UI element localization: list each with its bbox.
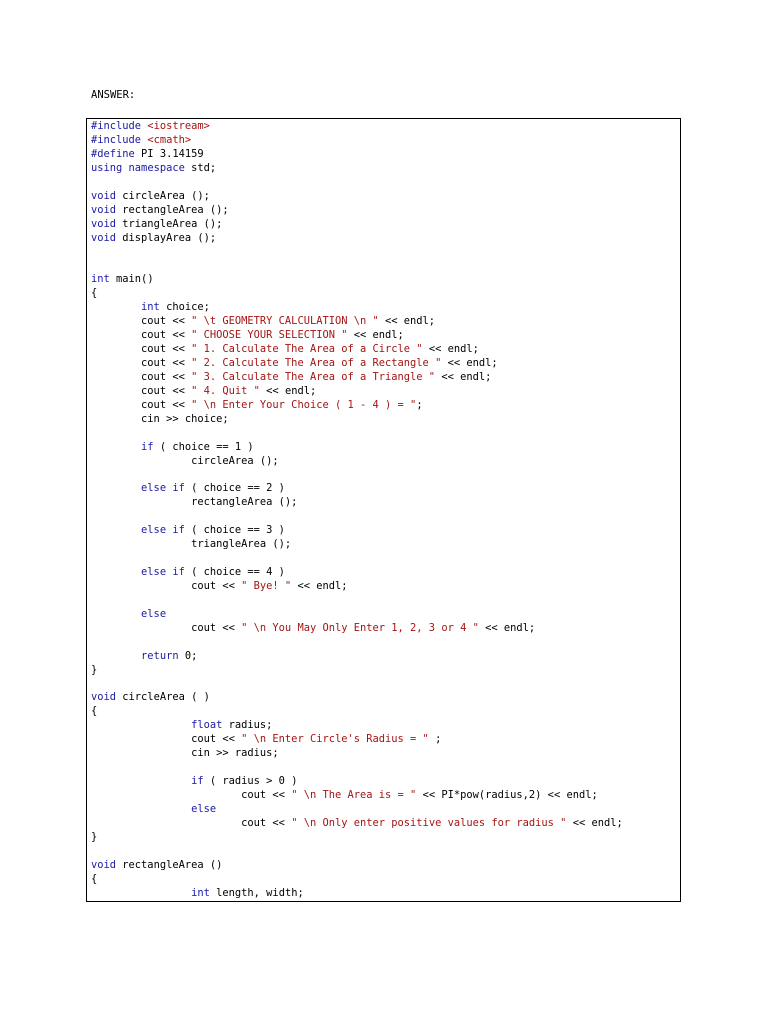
code-line (91, 273, 623, 287)
code-token: else if (141, 566, 185, 578)
code-token: if (141, 440, 154, 453)
code-token: triangleArea (); (91, 538, 292, 551)
code-line (91, 455, 623, 469)
code-token: " \n Only enter positive values for radius " (291, 816, 567, 829)
code-token (91, 650, 141, 662)
code-line (91, 705, 623, 719)
code-line (91, 385, 623, 399)
code-token: " 2. Calculate The Area of a Rectangle " (191, 356, 442, 369)
code-line (91, 887, 623, 901)
code-token: << PI*pow(radius,2) << endl; (416, 789, 598, 801)
code-line (91, 775, 623, 789)
code-line (91, 343, 623, 357)
code-token (91, 566, 141, 578)
code-token: cout << (91, 329, 192, 342)
code-line (91, 622, 623, 636)
code-line (91, 441, 623, 455)
code-line (91, 190, 623, 204)
code-token: " \n The Area is = " (291, 789, 417, 801)
code-token: cout << (91, 343, 192, 355)
code-token: << endl; (566, 816, 623, 829)
code-token: int (91, 273, 110, 286)
code-line (91, 371, 623, 385)
code-line (91, 566, 623, 580)
code-token: cout << (91, 789, 292, 801)
code-token: cout << (91, 621, 242, 634)
code-line (91, 580, 623, 594)
code-token: cin >> choice; (91, 412, 229, 425)
code-token: if (191, 775, 204, 788)
code-token: void (91, 691, 117, 704)
code-token: void (91, 189, 117, 202)
code-token: radius; (222, 719, 273, 732)
code-line (91, 413, 623, 427)
code-token: ; (416, 398, 423, 411)
code-token: << endl; (378, 315, 436, 328)
code-token: " \t GEOMETRY CALCULATION \n " (191, 315, 379, 328)
code-token (91, 887, 191, 899)
code-token: return (141, 649, 179, 662)
code-token: void (91, 217, 117, 230)
code-token: << endl; (259, 384, 317, 397)
code-line (91, 678, 623, 692)
code-token: cout << (91, 315, 192, 328)
code-line (91, 817, 623, 831)
code-token (91, 524, 141, 536)
code-line (91, 329, 623, 343)
code-token: void (91, 231, 117, 244)
code-line (91, 719, 623, 733)
code-token: #include (91, 133, 142, 146)
code-token: displayArea (); (116, 231, 217, 244)
code-token: <cmath> (147, 133, 192, 146)
code-line (91, 287, 623, 301)
code-token: ; (428, 733, 442, 746)
code-token: " 1. Calculate The Area of a Circle " (191, 343, 423, 355)
code-token (91, 301, 141, 313)
code-line (91, 845, 623, 859)
code-token (91, 803, 191, 815)
code-token: void (91, 203, 117, 216)
code-token: << endl; (478, 621, 536, 634)
code-line (91, 524, 623, 538)
code-token: cout << (91, 398, 192, 411)
code-line (91, 162, 623, 176)
code-token: " CHOOSE YOUR SELECTION " (191, 329, 348, 342)
code-token: << endl; (435, 370, 492, 383)
code-line (91, 650, 623, 664)
code-token: ( choice == 2 ) (184, 482, 285, 495)
code-token: circleArea (); (91, 454, 279, 467)
code-token: { (91, 872, 98, 885)
code-token: " \n Enter Circle's Radius = " (241, 733, 429, 746)
code-line (91, 636, 623, 650)
code-line (91, 315, 623, 329)
code-line (91, 357, 623, 371)
code-token: #include (91, 120, 142, 132)
code-token: cout << (91, 384, 192, 397)
code-line (91, 232, 623, 246)
code-token: rectangleArea (); (116, 203, 229, 216)
code-token: triangleArea (); (116, 217, 223, 230)
code-token (91, 775, 191, 787)
code-line (91, 789, 623, 803)
code-token: } (91, 663, 98, 676)
code-token: float (191, 719, 223, 732)
code-token: } (91, 830, 98, 843)
code-line (91, 301, 623, 315)
code-token: << endl; (422, 343, 479, 355)
code-token (91, 719, 191, 731)
code-line (91, 691, 623, 705)
code-line (91, 204, 623, 218)
code-line (91, 218, 623, 232)
code-token: circleArea ( ) (116, 691, 210, 704)
code-token: ( choice == 1 ) (153, 440, 254, 453)
code-line (91, 803, 623, 817)
code-token: cout << (91, 370, 192, 383)
code-token: else if (141, 524, 185, 537)
code-token: <iostream> (147, 120, 210, 132)
code-block (86, 118, 681, 902)
code-token: length, width; (209, 886, 304, 899)
code-token: else (141, 607, 167, 620)
code-token: cout << (91, 579, 242, 592)
code-token: " \n You May Only Enter 1, 2, 3 or 4 " (241, 621, 479, 634)
code-line (91, 120, 623, 134)
code-token: 0; (178, 649, 198, 662)
code-line (91, 134, 623, 148)
code-line (91, 245, 623, 259)
code-token: rectangleArea () (116, 858, 223, 871)
code-line (91, 873, 623, 887)
code-token: #define (91, 147, 135, 160)
code-line (91, 468, 623, 482)
code-line (91, 859, 623, 873)
code-token: " 3. Calculate The Area of a Triangle " (191, 370, 436, 383)
code-token: " Bye! " (241, 579, 292, 592)
code-token: PI 3.14159 (134, 147, 204, 160)
code-line (91, 510, 623, 524)
code-token: cout << (91, 733, 242, 746)
code-token: cout << (91, 816, 292, 829)
code-line (91, 496, 623, 510)
code-token: choice; (159, 301, 210, 314)
code-line (91, 747, 623, 761)
code-token: " \n Enter Your Choice ( 1 - 4 ) = " (191, 398, 417, 411)
code-token: " 4. Quit " (191, 384, 260, 397)
code-token: else if (141, 482, 185, 495)
code-line (91, 148, 623, 162)
code-line (91, 733, 623, 747)
code-token: int (141, 301, 160, 314)
code-line (91, 761, 623, 775)
code-line (91, 608, 623, 622)
code-token (91, 482, 141, 494)
answer-heading: ANSWER: (91, 89, 136, 101)
code-token: ( radius > 0 ) (203, 775, 298, 788)
code-token: << endl; (441, 356, 498, 369)
code-line (91, 664, 623, 678)
code-token: ( choice == 3 ) (184, 524, 285, 537)
code-token: << endl; (347, 329, 404, 342)
code-token: { (91, 705, 98, 718)
code-line (91, 831, 623, 845)
code-listing (91, 120, 623, 901)
code-token: int (191, 886, 210, 899)
code-token: main() (109, 273, 154, 286)
code-token: cin >> radius; (91, 747, 279, 760)
code-token: namespace (128, 161, 185, 174)
code-token: << endl; (291, 579, 348, 592)
code-line (91, 482, 623, 496)
code-line (91, 594, 623, 608)
code-token: ( choice == 4 ) (184, 566, 285, 578)
code-token: { (91, 287, 98, 300)
code-token (91, 441, 141, 453)
code-token: std; (184, 161, 217, 174)
code-line (91, 552, 623, 566)
code-token: using (91, 161, 123, 174)
code-token: cout << (91, 356, 192, 369)
code-token: void (91, 858, 117, 871)
code-line (91, 427, 623, 441)
code-line (91, 538, 623, 552)
code-token: rectangleArea (); (91, 496, 298, 509)
code-token (91, 608, 141, 620)
code-line (91, 176, 623, 190)
code-line (91, 259, 623, 273)
code-token: circleArea (); (116, 189, 210, 202)
code-token: else (191, 802, 217, 815)
code-line (91, 399, 623, 413)
